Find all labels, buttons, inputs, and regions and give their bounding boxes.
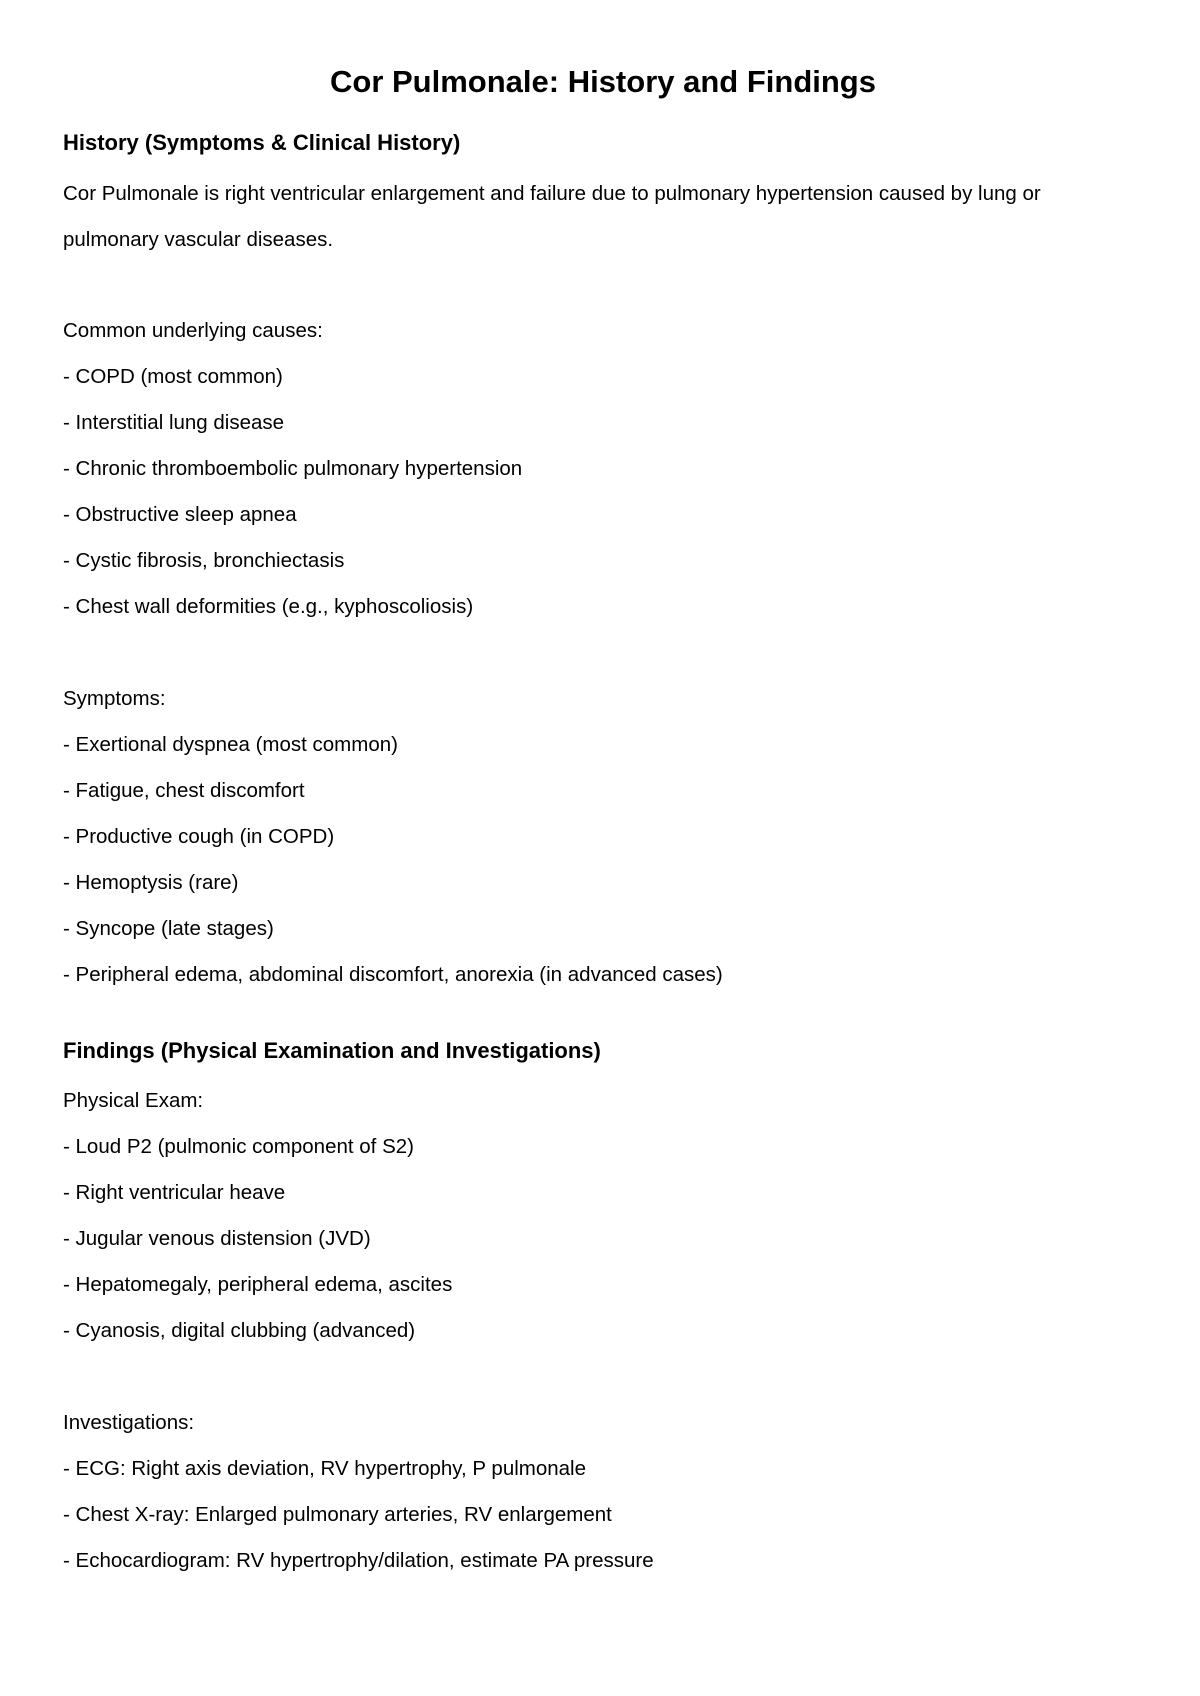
investigation-item: - ECG: Right axis deviation, RV hypertrophy, P pulmonale <box>63 1457 587 1480</box>
cause-item: - Chronic thromboembolic pulmonary hypertension <box>63 457 523 480</box>
exam-label: Physical Exam: <box>63 1089 204 1112</box>
symptom-item: - Peripheral edema, abdominal discomfort, anorexia (in advanced cases) <box>63 963 723 986</box>
investigations-label: Investigations: <box>63 1411 195 1434</box>
intro-line-2: pulmonary vascular diseases. <box>63 228 334 251</box>
investigation-item: - Echocardiogram: RV hypertrophy/dilation, estimate PA pressure <box>63 1549 654 1572</box>
intro-line-1: Cor Pulmonale is right ventricular enlargement and failure due to pulmonary hypertension caused by lung or <box>63 182 1041 205</box>
symptom-item: - Fatigue, chest discomfort <box>63 779 305 802</box>
history-heading: History (Symptoms & Clinical History) <box>63 130 461 155</box>
cause-item: - Obstructive sleep apnea <box>63 503 297 526</box>
symptom-item: - Productive cough (in COPD) <box>63 825 335 848</box>
cause-item: - Interstitial lung disease <box>63 411 285 434</box>
symptom-item: - Hemoptysis (rare) <box>63 871 239 894</box>
exam-item: - Jugular venous distension (JVD) <box>63 1227 371 1250</box>
investigation-item: - Chest X-ray: Enlarged pulmonary arteries, RV enlargement <box>63 1503 612 1526</box>
symptom-item: - Exertional dyspnea (most common) <box>63 733 398 756</box>
symptom-item: - Syncope (late stages) <box>63 917 274 940</box>
symptoms-label: Symptoms: <box>63 687 166 710</box>
exam-item: - Loud P2 (pulmonic component of S2) <box>63 1135 414 1158</box>
page-title: Cor Pulmonale: History and Findings <box>330 64 876 99</box>
exam-item: - Hepatomegaly, peripheral edema, ascites <box>63 1273 453 1296</box>
exam-item: - Right ventricular heave <box>63 1181 286 1204</box>
cause-item: - Chest wall deformities (e.g., kyphoscoliosis) <box>63 595 474 618</box>
causes-label: Common underlying causes: <box>63 319 323 342</box>
findings-heading: Findings (Physical Examination and Investigations) <box>63 1038 601 1063</box>
cause-item: - Cystic fibrosis, bronchiectasis <box>63 549 345 572</box>
cause-item: - COPD (most common) <box>63 365 283 388</box>
exam-item: - Cyanosis, digital clubbing (advanced) <box>63 1319 416 1342</box>
